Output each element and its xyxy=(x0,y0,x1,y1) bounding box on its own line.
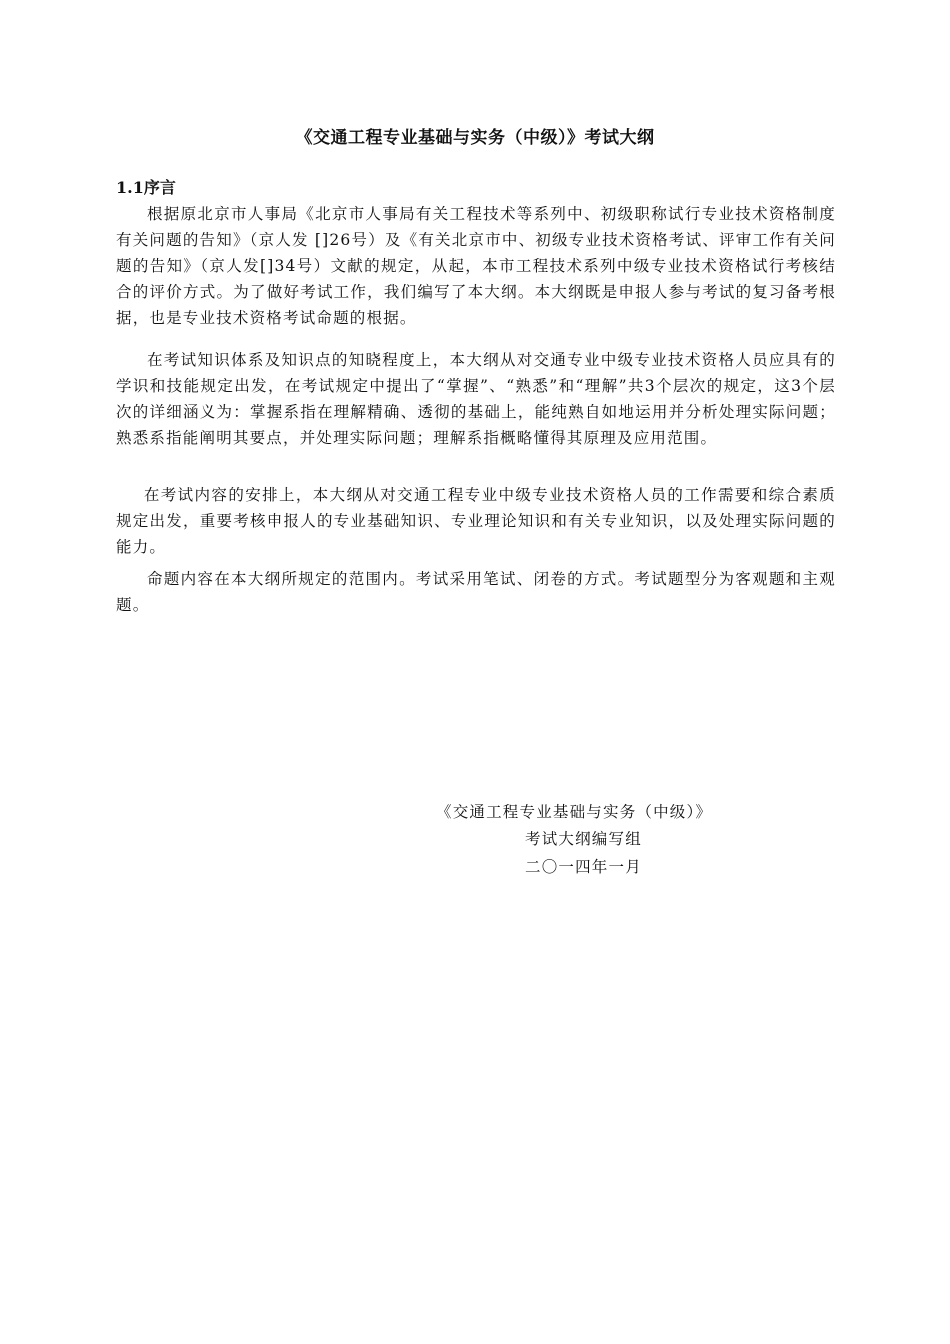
signature-doc-name: 《交通工程专业基础与实务（中级）》 xyxy=(436,803,713,821)
paragraph-preface-3: 在考试内容的安排上，本大纲从对交通工程专业中级专业技术资格人员的工作需要和综合素质规定出发，重要考核申报人的专业基础知识、专业理论知识和有关专业知识，以及处理实际问题的能力。 xyxy=(116,486,836,556)
signature-group: 考试大纲编写组 xyxy=(525,830,642,848)
signature-date: 二〇一四年一月 xyxy=(525,858,642,876)
section-heading: 1.1序言 xyxy=(116,178,176,197)
paragraph-preface-2: 在考试知识体系及知识点的知晓程度上，本大纲从对交通专业中级专业技术资格人员应具有的学识和技能规定出发，在考试规定中提出了“掌握”、“熟悉”和“理解”共3个层次的规定，这3个层次的详细涵义为：掌握系指在理解精确、透彻的基础上，能纯熟自如地运用并分析处理实际问题；熟悉系指能阐明其要点，并处理实际问题；理解系指概略懂得其原理及应用范围。 xyxy=(116,351,836,447)
document-title: 《交通工程专业基础与实务（中级）》考试大纲 xyxy=(295,128,655,148)
paragraph-preface-4: 命题内容在本大纲所规定的范围内。考试采用笔试、闭卷的方式。考试题型分为客观题和主观题。 xyxy=(116,570,836,614)
paragraph-preface-1: 根据原北京市人事局《北京市人事局有关工程技术等系列中、初级职称试行专业技术资格制度有关问题的告知》（京人发 []26号）及《有关北京市中、初级专业技术资格考试、评审工作有关问题的告知》（京人发[]34号）文献的规定，从起，本市工程技术系列中级专业技术资格试行考核结合的评价方式。为了做好考试工作，我们编写了本大纲。本大纲既是申报人参与考试的复习备考根据，也是专业技术资格考试命题的根据。 xyxy=(116,205,836,327)
